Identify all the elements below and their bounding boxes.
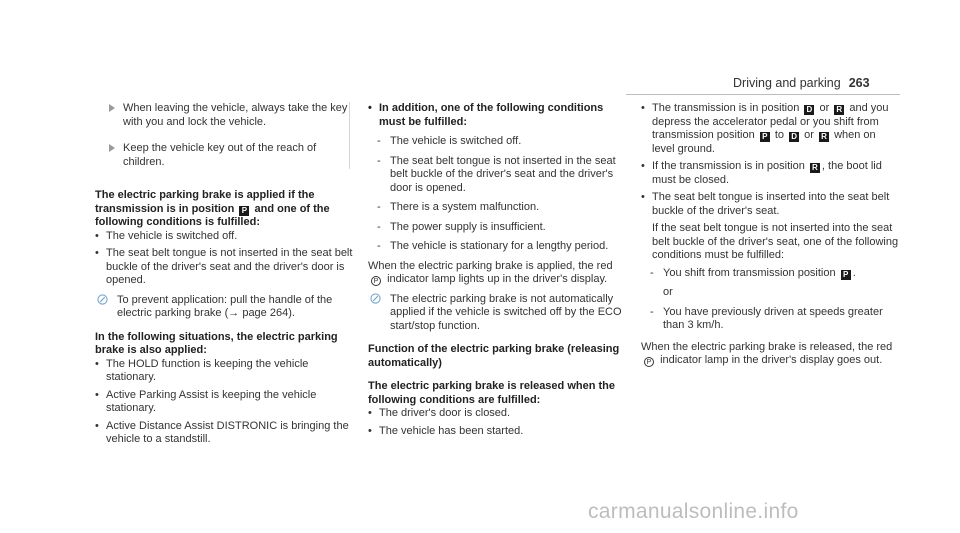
note-text: Keep the vehicle key out of the reach of children. [123,142,317,168]
section-heading: The electric parking brake is applied if the transmission is in position P and one of the following conditions is fulfilled: [95,189,330,228]
section-title: Driving and parking [733,76,841,90]
list-item: • The seat belt tongue is not inserted in the seat belt buckle of the driver's seat and the driver's door is opened. [95,247,353,286]
dash-item: - You have previously driven at speeds greater than 3 km/h. [650,305,883,331]
section-heading: In the following situations, the electric parking brake is also applied: [95,330,338,356]
parking-brake-lamp-icon: P [371,276,381,286]
list-item-heading: • In addition, one of the following conditions must be fulfilled: [368,102,604,128]
gear-r-key: R [819,132,829,142]
list-item: • Active Parking Assist is keeping the vehicle stationary. [95,388,317,414]
gear-p-key: P [760,132,770,142]
info-note: The electric parking brake is not automatically applied if the vehicle is switched off by the ECO start/stop function. [368,293,628,334]
info-icon [370,293,381,304]
paragraph: When the electric parking brake is released, the red P indicator lamp in the driver's display goes out. [641,340,893,366]
column-2 [368,102,628,438]
gear-p-key: P [841,270,851,280]
note-item [95,102,355,129]
arrow-icon [109,144,115,152]
parking-brake-lamp-icon: P [644,357,654,367]
page-number: 263 [848,76,870,90]
list-item: • The HOLD function is keeping the vehicle stationary. [95,357,309,383]
dash-item: - The vehicle is switched off. [377,135,522,147]
watermark-text: carmanualsonline.info [588,500,799,523]
gear-r-key: R [834,105,844,115]
arrow-icon [109,104,115,112]
dash-item: - There is a system malfunction. [377,201,540,213]
paragraph: When the electric parking brake is applied, the red P indicator lamp lights up in the driver's display. [368,259,613,285]
section-heading: The electric parking brake is released when the following conditions are fulfilled: [368,380,615,406]
column-1 [95,102,355,447]
info-icon [97,294,108,305]
gear-r-key: R [810,163,820,173]
list-item: • Active Distance Assist DISTRONIC is bringing the vehicle to a standstill. [95,419,349,445]
list-item: • If the transmission is in position R , the boot lid must be closed. [641,160,882,186]
note-item [95,142,355,169]
gear-d-key: D [804,105,814,115]
gear-p-key: P [239,206,249,216]
list-item: • The seat belt tongue is inserted into the seat belt buckle of the driver's seat. [641,191,890,217]
header-rule [626,94,900,95]
column-3 [641,102,901,368]
info-note: To prevent application: pull the handle of the electric parking brake (→ page 264). [95,294,355,321]
or-text: or [663,286,673,298]
dash-item: - The power supply is insufficient. [377,220,546,233]
note-text: When leaving the vehicle, always take the key with you and lock the vehicle. [123,102,348,128]
list-item: • The transmission is in position D or R and you depress the accelerator pedal or you shift from transmission position P to D or R when on level ground. [641,102,889,155]
running-header [733,76,870,90]
section-heading: Function of the electric parking brake (releasing automatically) [368,343,620,369]
list-item: • The driver's door is closed. [368,407,511,419]
list-item: • The vehicle has been started. [368,424,524,437]
paragraph: If the seat belt tongue is not inserted into the seat belt buckle of the driver's seat, one of the following conditions must be fulfilled: [652,222,899,261]
gear-d-key: D [789,132,799,142]
dash-item: - The seat belt tongue is not inserted in the seat belt buckle of the driver's seat and the driver's door is opened. [377,154,616,194]
dash-item: - The vehicle is stationary for a lengthy period. [377,240,609,252]
dash-item: - You shift from transmission position P . [650,266,856,279]
list-item: • The vehicle is switched off. [95,229,238,242]
